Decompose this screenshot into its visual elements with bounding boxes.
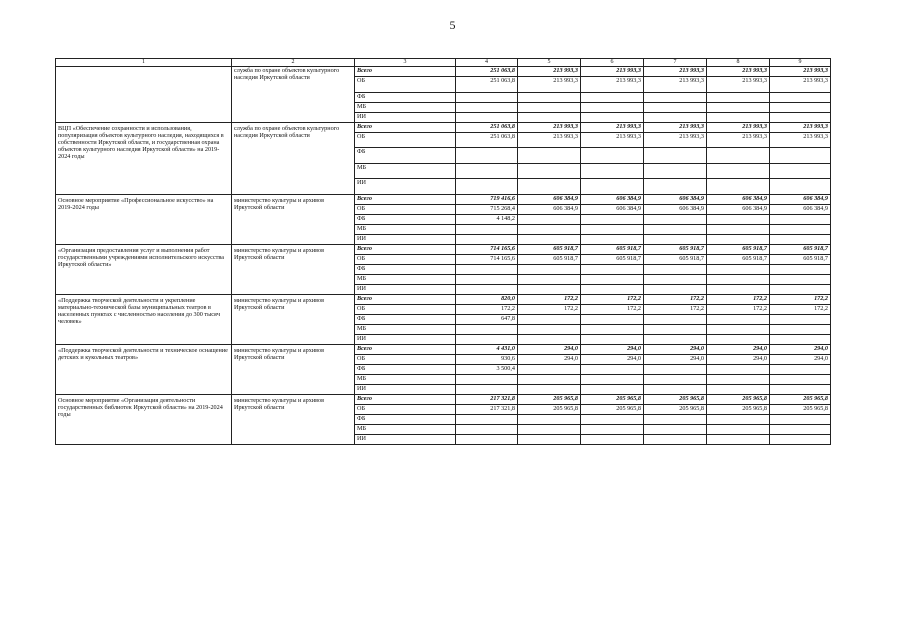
amount-cell: 213 993,3 — [770, 77, 831, 93]
amount-cell: 606 384,9 — [644, 194, 707, 204]
funding-source: Всего — [355, 244, 456, 254]
amount-cell: 213 993,3 — [518, 67, 581, 77]
amount-cell: 217 321,8 — [456, 394, 518, 404]
amount-cell — [456, 163, 518, 179]
amount-cell — [581, 284, 644, 294]
amount-cell — [644, 364, 707, 374]
amount-cell: 294,0 — [707, 344, 770, 354]
amount-cell: 213 993,3 — [581, 67, 644, 77]
amount-cell: 205 965,8 — [770, 394, 831, 404]
funding-source: МБ — [355, 324, 456, 334]
amount-cell — [707, 112, 770, 122]
amount-cell: 172,2 — [644, 304, 707, 314]
amount-cell: 251 063,8 — [456, 77, 518, 93]
table-row — [56, 122, 831, 132]
funding-source: ИИ — [355, 284, 456, 294]
amount-cell — [456, 424, 518, 434]
column-header: 6 — [581, 59, 644, 67]
amount-cell — [644, 274, 707, 284]
amount-cell: 605 918,7 — [518, 244, 581, 254]
amount-cell: 294,0 — [518, 344, 581, 354]
column-header: 9 — [770, 59, 831, 67]
amount-cell — [644, 334, 707, 344]
amount-cell — [770, 264, 831, 274]
amount-cell: 172,2 — [518, 294, 581, 304]
amount-cell — [581, 424, 644, 434]
amount-cell — [581, 274, 644, 284]
amount-cell — [644, 314, 707, 324]
amount-cell — [581, 324, 644, 334]
header-row — [56, 59, 831, 67]
column-header: 8 — [707, 59, 770, 67]
amount-cell — [770, 179, 831, 195]
amount-cell: 213 993,3 — [518, 122, 581, 132]
amount-cell — [644, 234, 707, 244]
amount-cell: 606 384,9 — [707, 204, 770, 214]
amount-cell — [770, 224, 831, 234]
amount-cell — [456, 148, 518, 164]
amount-cell — [581, 112, 644, 122]
amount-cell — [456, 284, 518, 294]
amount-cell: 213 993,3 — [644, 77, 707, 93]
funding-source: ОБ — [355, 404, 456, 414]
amount-cell: 606 384,9 — [707, 194, 770, 204]
amount-cell — [644, 324, 707, 334]
amount-cell — [644, 374, 707, 384]
amount-cell: 605 918,7 — [518, 254, 581, 264]
amount-cell: 213 993,3 — [581, 77, 644, 93]
amount-cell — [456, 434, 518, 444]
amount-cell — [518, 274, 581, 284]
amount-cell — [518, 384, 581, 394]
program-title: «Поддержка творческой деятельности и техническое оснащение детских и кукольных театров» — [56, 344, 232, 394]
executor: служба по охране объектов культурного наследия Иркутской области — [232, 122, 355, 194]
amount-cell: 3 500,4 — [456, 364, 518, 374]
funding-source: ФБ — [355, 92, 456, 102]
amount-cell — [456, 334, 518, 344]
amount-cell: 172,2 — [770, 304, 831, 314]
amount-cell — [770, 314, 831, 324]
executor: министерство культуры и архивов Иркутской области — [232, 394, 355, 444]
amount-cell — [770, 102, 831, 112]
table-row — [56, 194, 831, 204]
program-title: Основное мероприятие «Организация деятельности государственных библиотек Иркутской области» на 2019-2024 годы — [56, 394, 232, 444]
amount-cell: 714 165,6 — [456, 244, 518, 254]
amount-cell — [581, 148, 644, 164]
amount-cell — [707, 424, 770, 434]
amount-cell — [518, 163, 581, 179]
funding-source: Всего — [355, 194, 456, 204]
executor: министерство культуры и архивов Иркутской области — [232, 244, 355, 294]
amount-cell — [518, 214, 581, 224]
amount-cell — [518, 374, 581, 384]
amount-cell — [707, 92, 770, 102]
funding-source: ФБ — [355, 364, 456, 374]
column-header: 4 — [456, 59, 518, 67]
amount-cell — [456, 274, 518, 284]
amount-cell: 714 165,6 — [456, 254, 518, 264]
funding-source: МБ — [355, 102, 456, 112]
amount-cell: 172,2 — [644, 294, 707, 304]
amount-cell — [581, 92, 644, 102]
amount-cell — [707, 434, 770, 444]
amount-cell — [770, 334, 831, 344]
amount-cell — [644, 92, 707, 102]
amount-cell — [770, 364, 831, 374]
amount-cell — [770, 424, 831, 434]
amount-cell: 172,2 — [707, 294, 770, 304]
amount-cell — [581, 179, 644, 195]
funding-source: ФБ — [355, 148, 456, 164]
amount-cell — [518, 224, 581, 234]
amount-cell — [644, 414, 707, 424]
amount-cell: 294,0 — [707, 354, 770, 364]
amount-cell — [707, 148, 770, 164]
funding-source: МБ — [355, 274, 456, 284]
amount-cell — [770, 414, 831, 424]
program-title: «Организация предоставления услуг и выполнения работ государственными учреждениями исполнительского искусства Иркутской области» — [56, 244, 232, 294]
amount-cell: 294,0 — [644, 354, 707, 364]
amount-cell — [518, 334, 581, 344]
amount-cell — [581, 102, 644, 112]
amount-cell — [770, 324, 831, 334]
amount-cell: 251 063,8 — [456, 132, 518, 148]
amount-cell — [644, 102, 707, 112]
amount-cell — [707, 364, 770, 374]
amount-cell — [518, 424, 581, 434]
amount-cell: 251 063,8 — [456, 67, 518, 77]
amount-cell — [581, 374, 644, 384]
funding-source: ОБ — [355, 254, 456, 264]
table-row — [56, 394, 831, 404]
amount-cell: 205 965,8 — [518, 404, 581, 414]
amount-cell: 205 965,8 — [644, 394, 707, 404]
amount-cell — [644, 264, 707, 274]
amount-cell — [456, 112, 518, 122]
amount-cell — [581, 214, 644, 224]
amount-cell — [707, 274, 770, 284]
amount-cell — [707, 334, 770, 344]
funding-source: ФБ — [355, 414, 456, 424]
amount-cell — [707, 414, 770, 424]
amount-cell — [581, 414, 644, 424]
amount-cell — [518, 102, 581, 112]
amount-cell: 213 993,3 — [707, 77, 770, 93]
amount-cell: 172,2 — [770, 294, 831, 304]
amount-cell: 213 993,3 — [644, 67, 707, 77]
executor: министерство культуры и архивов Иркутской области — [232, 294, 355, 344]
funding-source: ФБ — [355, 264, 456, 274]
funding-source: ОБ — [355, 204, 456, 214]
amount-cell: 205 965,8 — [644, 404, 707, 414]
amount-cell: 294,0 — [644, 344, 707, 354]
funding-source: ОБ — [355, 354, 456, 364]
amount-cell — [518, 414, 581, 424]
amount-cell: 213 993,3 — [770, 132, 831, 148]
amount-cell: 251 063,8 — [456, 122, 518, 132]
column-header: 7 — [644, 59, 707, 67]
program-title: ВЦП «Обеспечение сохранности и использования, популяризация объектов культурного наследия, находящихся в собственности Иркутской области, и государственная охрана объектов культурного наследия Иркутской области» на 2019-2024 годы — [56, 122, 232, 194]
amount-cell: 172,2 — [707, 304, 770, 314]
amount-cell — [518, 112, 581, 122]
amount-cell: 213 993,3 — [644, 132, 707, 148]
amount-cell: 606 384,9 — [770, 204, 831, 214]
funding-source: ИИ — [355, 384, 456, 394]
amount-cell: 605 918,7 — [581, 244, 644, 254]
amount-cell: 172,2 — [518, 304, 581, 314]
amount-cell — [707, 374, 770, 384]
amount-cell: 205 965,8 — [581, 394, 644, 404]
table-row — [56, 344, 831, 354]
budget-table — [55, 58, 831, 445]
executor: министерство культуры и архивов Иркутской области — [232, 194, 355, 244]
amount-cell — [707, 234, 770, 244]
amount-cell: 4 431,0 — [456, 344, 518, 354]
amount-cell — [456, 384, 518, 394]
amount-cell — [456, 414, 518, 424]
amount-cell: 213 993,3 — [707, 67, 770, 77]
amount-cell: 605 918,7 — [707, 254, 770, 264]
amount-cell — [770, 434, 831, 444]
amount-cell: 213 993,3 — [644, 122, 707, 132]
funding-source: ИИ — [355, 334, 456, 344]
amount-cell — [707, 163, 770, 179]
funding-source: МБ — [355, 224, 456, 234]
amount-cell — [581, 384, 644, 394]
amount-cell — [456, 324, 518, 334]
amount-cell: 205 965,8 — [707, 404, 770, 414]
amount-cell: 605 918,7 — [770, 254, 831, 264]
amount-cell — [707, 384, 770, 394]
column-header: 2 — [232, 59, 355, 67]
amount-cell — [770, 274, 831, 284]
amount-cell: 294,0 — [518, 354, 581, 364]
amount-cell — [707, 214, 770, 224]
amount-cell — [581, 334, 644, 344]
amount-cell — [518, 284, 581, 294]
amount-cell: 294,0 — [770, 344, 831, 354]
amount-cell — [518, 92, 581, 102]
amount-cell: 213 993,3 — [518, 77, 581, 93]
amount-cell: 4 148,2 — [456, 214, 518, 224]
column-header: 3 — [355, 59, 456, 67]
funding-source: МБ — [355, 374, 456, 384]
amount-cell — [770, 284, 831, 294]
amount-cell — [518, 314, 581, 324]
amount-cell — [770, 92, 831, 102]
amount-cell — [707, 324, 770, 334]
amount-cell — [518, 324, 581, 334]
amount-cell — [644, 148, 707, 164]
amount-cell — [770, 214, 831, 224]
funding-source: Всего — [355, 294, 456, 304]
funding-source: ФБ — [355, 314, 456, 324]
amount-cell: 606 384,9 — [770, 194, 831, 204]
table-row — [56, 294, 831, 304]
amount-cell — [707, 102, 770, 112]
amount-cell — [456, 102, 518, 112]
amount-cell: 205 965,8 — [707, 394, 770, 404]
amount-cell: 647,8 — [456, 314, 518, 324]
amount-cell: 213 993,3 — [707, 122, 770, 132]
amount-cell: 605 918,7 — [707, 244, 770, 254]
amount-cell — [581, 163, 644, 179]
amount-cell: 605 918,7 — [770, 244, 831, 254]
funding-source: Всего — [355, 394, 456, 404]
amount-cell — [518, 264, 581, 274]
amount-cell — [456, 224, 518, 234]
amount-cell — [707, 224, 770, 234]
funding-source: МБ — [355, 424, 456, 434]
amount-cell: 205 965,8 — [581, 404, 644, 414]
amount-cell: 606 384,9 — [518, 194, 581, 204]
amount-cell: 172,2 — [581, 304, 644, 314]
amount-cell — [581, 224, 644, 234]
funding-source: ИИ — [355, 434, 456, 444]
amount-cell — [644, 179, 707, 195]
amount-cell: 930,6 — [456, 354, 518, 364]
amount-cell: 213 993,3 — [581, 132, 644, 148]
executor: служба по охране объектов культурного наследия Иркутской области — [232, 67, 355, 123]
amount-cell: 606 384,9 — [581, 204, 644, 214]
amount-cell: 820,0 — [456, 294, 518, 304]
amount-cell — [518, 434, 581, 444]
program-title — [56, 67, 232, 123]
amount-cell — [518, 364, 581, 374]
amount-cell — [456, 374, 518, 384]
page-number: 5 — [449, 18, 456, 32]
amount-cell — [644, 112, 707, 122]
table-row — [56, 244, 831, 254]
amount-cell — [770, 234, 831, 244]
amount-cell — [644, 163, 707, 179]
amount-cell — [644, 424, 707, 434]
funding-source: ИИ — [355, 112, 456, 122]
amount-cell: 715 268,4 — [456, 204, 518, 214]
amount-cell — [707, 264, 770, 274]
amount-cell — [770, 384, 831, 394]
column-header: 1 — [56, 59, 232, 67]
program-title: Основное мероприятие «Профессиональное искусство» на 2019-2024 годы — [56, 194, 232, 244]
amount-cell — [581, 364, 644, 374]
amount-cell — [456, 264, 518, 274]
amount-cell: 205 965,8 — [518, 394, 581, 404]
amount-cell — [456, 179, 518, 195]
amount-cell: 294,0 — [581, 344, 644, 354]
amount-cell — [456, 92, 518, 102]
amount-cell: 294,0 — [770, 354, 831, 364]
funding-source: ОБ — [355, 304, 456, 314]
amount-cell — [770, 163, 831, 179]
amount-cell: 606 384,9 — [518, 204, 581, 214]
amount-cell — [581, 234, 644, 244]
amount-cell: 605 918,7 — [644, 244, 707, 254]
amount-cell: 606 384,9 — [644, 204, 707, 214]
funding-source: ИИ — [355, 179, 456, 195]
funding-source: ОБ — [355, 132, 456, 148]
column-header: 5 — [518, 59, 581, 67]
amount-cell: 172,2 — [581, 294, 644, 304]
funding-source: ФБ — [355, 214, 456, 224]
amount-cell — [644, 224, 707, 234]
amount-cell — [770, 148, 831, 164]
funding-source: Всего — [355, 344, 456, 354]
program-title: «Поддержка творческой деятельности и укрепление материально-технической базы муниципальных театров в населенных пунктах с численностью населения до 300 тысяч человек» — [56, 294, 232, 344]
amount-cell: 217 321,8 — [456, 404, 518, 414]
amount-cell: 213 993,3 — [770, 122, 831, 132]
amount-cell: 605 918,7 — [581, 254, 644, 264]
amount-cell — [770, 112, 831, 122]
amount-cell — [707, 284, 770, 294]
amount-cell: 605 918,7 — [644, 254, 707, 264]
amount-cell — [581, 314, 644, 324]
amount-cell — [518, 234, 581, 244]
amount-cell — [707, 179, 770, 195]
amount-cell: 213 993,3 — [581, 122, 644, 132]
amount-cell: 205 965,8 — [770, 404, 831, 414]
amount-cell — [770, 374, 831, 384]
amount-cell — [581, 434, 644, 444]
amount-cell: 172,2 — [456, 304, 518, 314]
table-row — [56, 67, 831, 77]
funding-source: ИИ — [355, 234, 456, 244]
amount-cell: 213 993,3 — [518, 132, 581, 148]
amount-cell — [518, 148, 581, 164]
amount-cell — [644, 384, 707, 394]
amount-cell: 719 416,6 — [456, 194, 518, 204]
amount-cell: 213 993,3 — [707, 132, 770, 148]
amount-cell — [707, 314, 770, 324]
amount-cell: 294,0 — [581, 354, 644, 364]
funding-source: Всего — [355, 122, 456, 132]
amount-cell — [644, 214, 707, 224]
funding-source: ОБ — [355, 77, 456, 93]
funding-source: Всего — [355, 67, 456, 77]
amount-cell — [518, 179, 581, 195]
amount-cell: 213 993,3 — [770, 67, 831, 77]
funding-source: МБ — [355, 163, 456, 179]
amount-cell — [644, 434, 707, 444]
amount-cell — [644, 284, 707, 294]
amount-cell: 606 384,9 — [581, 194, 644, 204]
executor: министерство культуры и архивов Иркутской области — [232, 344, 355, 394]
amount-cell — [581, 264, 644, 274]
amount-cell — [456, 234, 518, 244]
